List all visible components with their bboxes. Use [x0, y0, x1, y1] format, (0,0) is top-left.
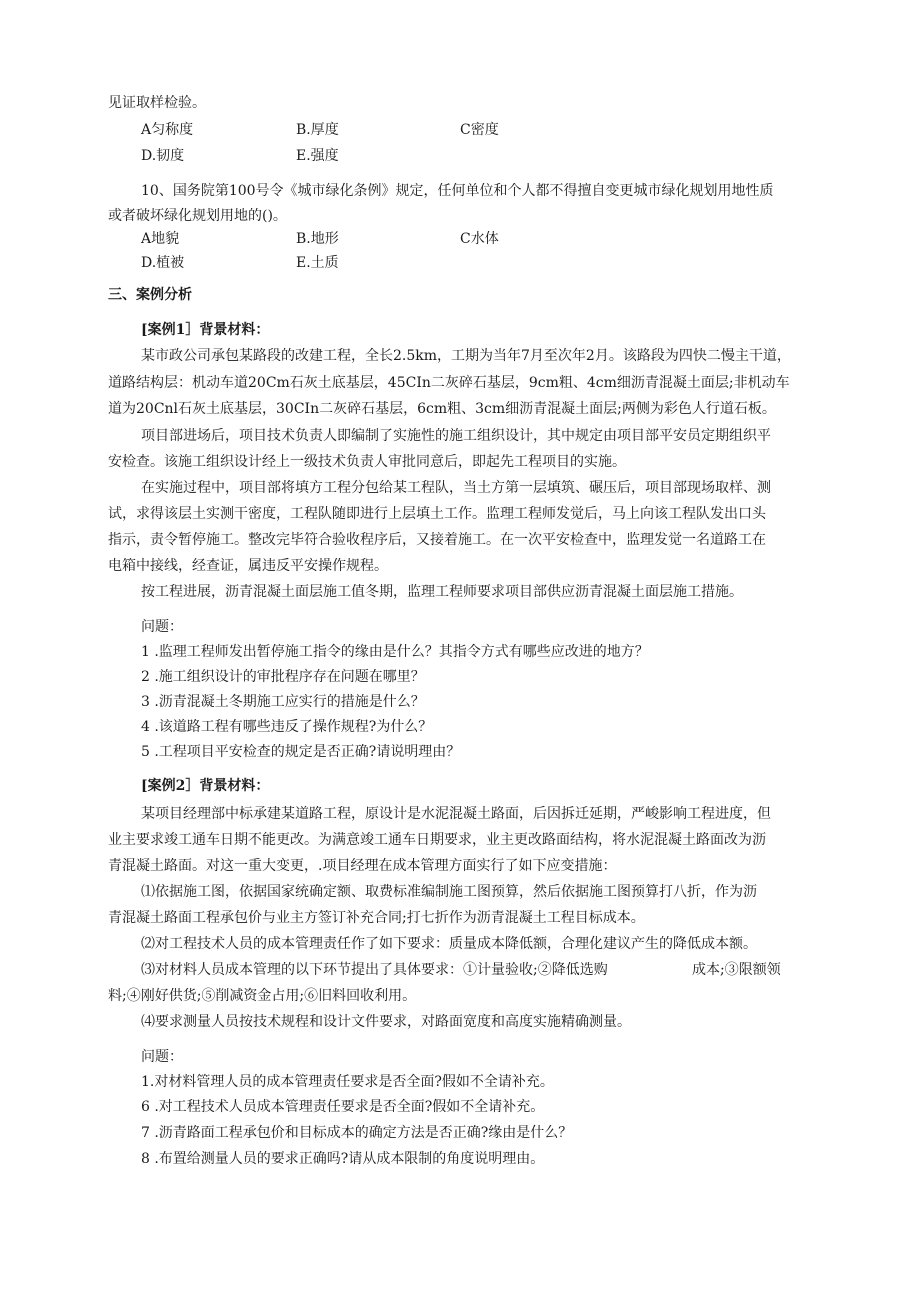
case1-p2-line2: 安检查。该施工组织设计经上一级技术负责人审批同意后，即起先工程项目的实施。 — [108, 454, 626, 470]
case2-p1-line3: 青混凝土路面。对这一重大变更，.项目经理在成本管理方面实行了如下应变措施： — [108, 858, 617, 874]
q10-option-c: C水体 — [460, 231, 499, 247]
case2-title: [案例2］背景材料： — [141, 778, 270, 794]
q10-option-d: D.植被 — [141, 255, 185, 271]
q9-option-a: A匀称度 — [141, 122, 194, 138]
q9-tail-line: 见证取样检验。 — [108, 95, 206, 111]
case1-question-2: 2 .施工组织设计的审批程序存在问题在哪里？ — [141, 669, 425, 685]
case1-p1-line3: 道为20Cnl石灰土底基层，30CIn二灰碎石基层，6cm粗、3cm细沥青混凝土面层;两侧为彩色人行道石板。 — [108, 401, 776, 417]
case1-p3-line1: 在实施过程中，项目部将填方工程分包给某工程队，当土方第一层填筑、碾压后，项目部现场取样、测 — [141, 480, 771, 496]
case1-p3-line3: 指示，责令暂停施工。整改完毕符合验收程序后，又接着施工。在一次平安检查中，监理发觉一名道路工在 — [108, 532, 766, 548]
case2-measure3-line1b: 成本;③限额领 — [692, 962, 781, 978]
case1-p2-line1: 项目部进场后，项目技术负责人即编制了实施性的施工组织设计，其中规定由项目部平安员定期组织平 — [141, 428, 771, 444]
q9-option-d: D.韧度 — [141, 148, 185, 164]
case2-measure1-line1: ⑴依据施工图，依据国家统确定额、取费标准编制施工图预算，然后依据施工图预算打八折，作为沥 — [141, 884, 757, 900]
case2-measure4: ⑷要求测量人员按技术规程和设计文件要求，对路面宽度和高度实施精确测量。 — [141, 1014, 631, 1030]
case2-question-1: 1.对材料管理人员的成本管理责任要求是否全面?假如不全请补充。 — [141, 1074, 554, 1090]
case2-question-7: 7 .沥青路面工程承包价和目标成本的确定方法是否正确?缘由是什么？ — [141, 1125, 573, 1141]
q10-option-e: E.土质 — [296, 255, 339, 271]
case1-question-5: 5 .工程项目平安检查的规定是否正确?请说明理由？ — [141, 744, 461, 760]
case2-measure3-line2: 料;④刚好供货;⑤削减资金占用;⑥旧料回收利用。 — [108, 988, 417, 1004]
case2-p1-line2: 业主要求竣工通车日期不能更改。为满意竣工通车日期要求，业主更改路面结构，将水泥混凝土路面改为沥 — [108, 832, 766, 848]
case1-p3-line4: 电箱中接线，经查证，属违反平安操作规程。 — [108, 558, 388, 574]
case2-question-8: 8 .布置给测量人员的要求正确吗?请从成本限制的角度说明理由。 — [141, 1151, 545, 1167]
section-heading: 三、案例分析 — [108, 287, 192, 303]
q10-text-line1: 10、国务院第100号令《城市绿化条例》规定，任何单位和个人都不得擅自变更城市绿化规划用地性质 — [141, 183, 774, 199]
case1-question-1: 1 .监理工程师发出暂停施工指令的缘由是什么？其指令方式有哪些应改进的地方？ — [141, 644, 649, 660]
case1-p1-line1: 某市政公司承包某路段的改建工程，全长2.5km，工期为当年7月至次年2月。该路段为四快二慢主干道， — [141, 348, 791, 364]
q9-option-b: B.厚度 — [296, 122, 339, 138]
case2-measure3-line1a: ⑶对材料人员成本管理的以下环节提出了具体要求：①计量验收;②降低选购 — [141, 962, 608, 978]
case2-measure2: ⑵对工程技术人员的成本管理责任作了如下要求：质量成本降低额，合理化建议产生的降低成本额。 — [141, 936, 757, 952]
case2-question-6: 6 .对工程技术人员成本管理责任要求是否全面?假如不全请补充。 — [141, 1099, 545, 1115]
case1-question-4: 4 .该道路工程有哪些违反了操作规程?为什么？ — [141, 719, 433, 735]
q10-text-line2: 或者破坏绿化规划用地的()。 — [108, 208, 287, 224]
q10-option-b: B.地形 — [296, 231, 339, 247]
case1-question-3: 3 .沥青混凝土冬期施工应实行的措施是什么？ — [141, 694, 425, 710]
case2-questions-label: 问题： — [141, 1049, 183, 1065]
q9-option-c: C密度 — [460, 122, 499, 138]
case1-title: [案例1］背景材料： — [141, 322, 270, 338]
q10-option-a: A地貌 — [141, 231, 180, 247]
case2-p1-line1: 某项目经理部中标承建某道路工程，原设计是水泥混凝土路面，后因拆迁延期，严峻影响工程进度，但 — [141, 806, 771, 822]
case1-p1-line2: 道路结构层：机动车道20Cm石灰土底基层，45CIn二灰碎石基层，9cm粗、4cm细沥青混凝土面层;非机动车 — [108, 375, 790, 391]
case1-p3-line2: 试，求得该层土实测干密度，工程队随即进行上层填土工作。监理工程师发觉后，马上向该工程队发出口头 — [108, 506, 766, 522]
case1-p4: 按工程进展，沥青混凝土面层施工值冬期，监理工程师要求项目部供应沥青混凝土面层施工措施。 — [141, 584, 743, 600]
case1-questions-label: 问题： — [141, 619, 183, 635]
q9-option-e: E.强度 — [296, 148, 339, 164]
case2-measure1-line2: 青混凝土路面工程承包价与业主方签订补充合同;打七折作为沥青混凝土工程目标成本。 — [108, 910, 645, 926]
